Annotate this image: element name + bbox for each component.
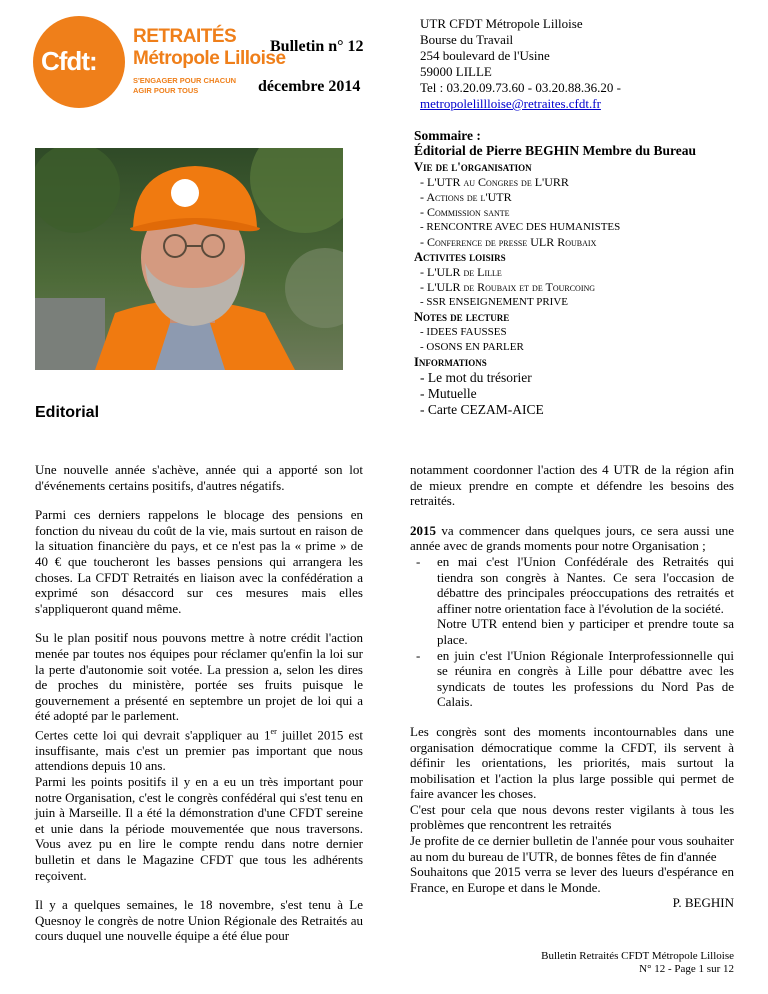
list-item-text: Notre UTR entend bien y participer et prendre toute sa place. xyxy=(437,616,734,647)
logo-tagline2: AGIR POUR TOUS xyxy=(133,86,199,95)
paragraph xyxy=(35,724,363,774)
paragraph: Une nouvelle année s'achève, année qui a apporté son lot d'événements certains positifs, d'autres négatifs. xyxy=(35,462,363,493)
year-bold: 2015 xyxy=(410,522,436,538)
paragraph-part: Certes cette loi qui devrait s'appliquer au 1 xyxy=(35,727,271,743)
sommaire-item: - OSONS EN PARLER xyxy=(420,341,524,353)
email-link[interactable]: metropolelillloise@retraites.cfdt.fr xyxy=(420,96,601,111)
address-org: UTR CFDT Métropole Lilloise xyxy=(420,16,583,31)
sommaire-item: - L'ULR de Roubaix et de Tourcoing xyxy=(420,280,596,294)
sommaire-item: - Le mot du trésorier xyxy=(420,370,532,385)
logo-tagline1: S'ENGAGER POUR CHACUN xyxy=(133,76,237,85)
bulletin-number: Bulletin n° 12 xyxy=(270,38,364,55)
sommaire-item: - L'ULR de Lille xyxy=(420,265,502,279)
paragraph: Su le plan positif nous pouvons mettre à notre crédit l'action menée par toutes nos équipes pour réclamer qu'enfin la loi sur la perte d'autonomie soit votée. La pression a, selon les dires de proches du ministère, portée ses fruits puisque le gouvernement a présenté en septembre un projet de loi qui a été adopté par le parlement. xyxy=(35,630,363,724)
superscript: er xyxy=(270,726,277,736)
sommaire-item: - Conference de presse ULR Roubaix xyxy=(420,235,597,249)
address-block xyxy=(420,16,621,112)
sommaire-item: - L'UTR au Congres de L'URR xyxy=(420,175,569,189)
list-item: - en juin c'est l'Union Régionale Interprofessionnelle qui se réunira en congrès à Lille pour débattre avec les syndicats de toutes les professions du Nord Pas de Calais. xyxy=(410,648,734,710)
paragraph: Parmi les points positifs il y en a eu un très important pour notre Organisation, c'est le congrès confédéral qui s'est tenu en juin à Marseille. Il a été la démonstration d'une CFDT sereine et unie dans la période mouvementée que nous traversons. Vous avez pu en lire le compte rendu dans notre dernier bulletin et dans le Magazine CFDT que tous les adhérents reçoivent. xyxy=(35,774,363,883)
paragraph: Je profite de ce dernier bulletin de l'année pour vous souhaiter au nom du bureau de l'UTR, de bonnes fêtes de fin d'année xyxy=(410,833,734,864)
sommaire-item: - RENCONTRE AVEC DES HUMANISTES xyxy=(420,221,621,233)
paragraph-part: juillet 2015 est insuffisante, mais c'est un premier pas important que nous attendions depuis 10 ans. xyxy=(35,727,363,774)
sommaire-item: - Commission sante xyxy=(420,205,510,219)
editorial-left-column xyxy=(35,462,363,944)
sommaire-title: Sommaire : xyxy=(414,128,481,143)
paragraph: C'est pour cela que nous devons rester vigilants à tous les problèmes que rencontrent les retraités xyxy=(410,801,734,833)
editorial-right-column xyxy=(410,462,734,911)
logo-mark: Cfdt: xyxy=(41,46,97,76)
address-city: 59000 LILLE xyxy=(420,64,492,79)
list-item-text: - en mai c'est l'Union Confédérale des Retraités qui tiendra son congrès à Nantes. Ce sera l'occasion de débattre des principales préoccupations des retraités et affiner notre orientation face à l'évolution de la société. xyxy=(437,553,734,616)
table-of-contents xyxy=(414,128,734,418)
sommaire-item: - Actions de l'UTR xyxy=(420,190,512,204)
paragraph xyxy=(410,523,734,554)
congress-list xyxy=(410,554,734,710)
logo-line1: RETRAITÉS xyxy=(133,26,237,47)
paragraph: Il y a quelques semaines, le 18 novembre, s'est tenu à Le Quesnoy le congrès de notre Union Régionale des Retraités au cours duquel une nouvelle équipe a été élue pour xyxy=(35,897,363,944)
cfdt-retraites-logo xyxy=(33,14,286,124)
editorial-title: Editorial xyxy=(35,404,100,421)
list-item xyxy=(410,554,734,648)
logo-line2: Métropole Lilloise xyxy=(133,48,286,69)
address-street: 254 boulevard de l'Usine xyxy=(420,48,550,63)
sommaire-item: - Mutuelle xyxy=(420,386,477,401)
sommaire-item: - SSR ENSEIGNEMENT PRIVE xyxy=(420,296,569,308)
paragraph: Les congrès sont des moments incontournables dans une organisation démocratique comme la CFDT, ils servent à définir les orientations, les priorités, mais surtout la mobilisation et l'action la plus large possible qui permet de faire avancer les choses. xyxy=(410,723,734,802)
address-building: Bourse du Travail xyxy=(420,32,514,47)
paragraph-part: va commencer dans quelques jours, ce sera aussi une année avec de grands moments pour notre Organisation ; xyxy=(410,522,734,554)
sommaire-section-heading: Vie de l'organisation xyxy=(414,160,532,174)
bulletin-date: décembre 2014 xyxy=(258,78,361,95)
signature: P. BEGHIN xyxy=(672,895,734,911)
paragraph: notamment coordonner l'action des 4 UTR de la région afin de mieux prendre en compte et défendre les besoins des retraités. xyxy=(410,462,734,509)
address-tel: Tel : 03.20.09.73.60 - 03.20.88.36.20 - xyxy=(420,80,621,95)
portrait-photo xyxy=(35,148,343,370)
page-number: N° 12 - Page 1 sur 12 xyxy=(639,963,734,975)
sommaire-section-heading: Activites loisirs xyxy=(414,250,506,264)
sommaire-item: - IDEES FAUSSES xyxy=(420,326,507,338)
sommaire-section-heading: Notes de lecture xyxy=(414,310,510,324)
paragraph: Parmi ces derniers rappelons le blocage des pensions en fonction du niveau du coût de la vie, mais surtout en raison de la situation financière du pays, et ce n'est pas la « prime » de 40 € que toucheront les basses pensions qui arrangera les choses. La CFDT Retraités en liaison avec la confédération a exprimé son désaccord sur ces mesures mais elles s'appliqueront quand même. xyxy=(35,507,363,616)
sommaire-section-heading: Informations xyxy=(414,355,487,369)
sommaire-item: - Carte CEZAM-AICE xyxy=(420,402,544,417)
page-footer xyxy=(541,950,734,976)
portrait-illustration xyxy=(35,148,343,370)
sommaire-editorial: Éditorial de Pierre BEGHIN Membre du Bureau xyxy=(414,143,696,158)
footer-title: Bulletin Retraités CFDT Métropole Lilloise xyxy=(541,950,734,962)
paragraph: Souhaitons que 2015 verra se lever des lueurs d'espérance en France, en Europe et dans le Monde. xyxy=(410,864,734,895)
